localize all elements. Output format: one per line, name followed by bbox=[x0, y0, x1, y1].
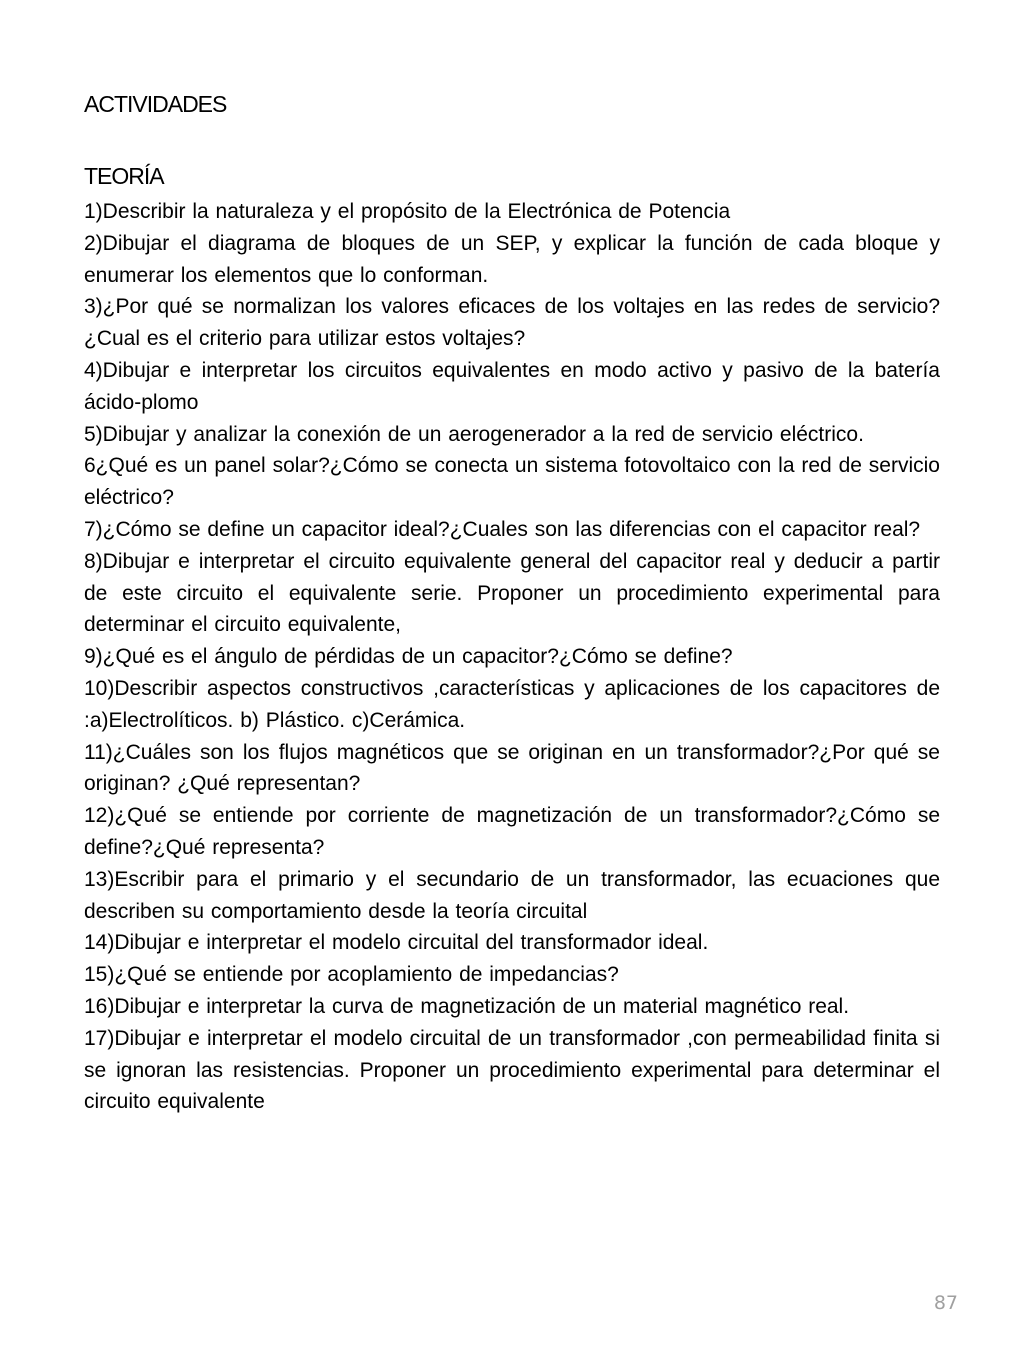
activity-list bbox=[84, 196, 940, 1118]
activity-item: 11)¿Cuáles son los flujos magnéticos que se originan en un transformador?¿Por qué se originan? ¿Qué representan? bbox=[84, 740, 940, 796]
activity-item: 9)¿Qué es el ángulo de pérdidas de un capacitor?¿Cómo se define? bbox=[84, 645, 733, 669]
activity-item: 13)Escribir para el primario y el secundario de un transformador, las ecuaciones que describen su comportamiento desde la teoría circuital bbox=[84, 867, 940, 923]
activity-item: 6¿Qué es un panel solar?¿Cómo se conecta un sistema fotovoltaico con la red de servicio eléctrico? bbox=[84, 454, 940, 510]
activity-item: 5)Dibujar y analizar la conexión de un aerogenerador a la red de servicio eléctrico. bbox=[84, 422, 864, 446]
section-heading: TEORÍA bbox=[84, 163, 164, 189]
activity-item: 12)¿Qué se entiende por corriente de magnetización de un transformador?¿Cómo se define?¿Qué representa? bbox=[84, 804, 940, 859]
activity-item: 1)Describir la naturaleza y el propósito de la Electrónica de Potencia bbox=[84, 200, 731, 223]
activity-item: 16)Dibujar e interpretar la curva de magnetización de un material magnético real. bbox=[84, 994, 850, 1018]
document-title: ACTIVIDADES bbox=[84, 91, 227, 117]
document-page bbox=[84, 84, 940, 1118]
activity-item: 3)¿Por qué se normalizan los valores eficaces de los voltajes en las redes de servicio?¿Cual es el criterio para utilizar estos voltajes? bbox=[84, 295, 940, 351]
activity-item: 8)Dibujar e interpretar el circuito equivalente general del capacitor real y deducir a partir de este circuito el equivalente serie. Proponer un procedimiento experimental para determinar el circuito equivalente, bbox=[84, 549, 940, 637]
activity-item: 2)Dibujar el diagrama de bloques de un SEP, y explicar la función de cada bloque y enumerar los elementos que lo conforman. bbox=[84, 231, 940, 287]
activity-item: 17)Dibujar e interpretar el modelo circuital de un transformador ,con permeabilidad finita si se ignoran las resistencias. Proponer un procedimiento experimental para determinar el circuito equivalente bbox=[84, 1026, 940, 1114]
activity-item: 10)Describir aspectos constructivos ,características y aplicaciones de los capacitores de :a)Electrolíticos. b) Plástico. c)Cerámica. bbox=[84, 676, 940, 732]
activity-item: 4)Dibujar e interpretar los circuitos equivalentes en modo activo y pasivo de la batería ácido-plomo bbox=[84, 358, 940, 414]
activity-item: 7)¿Cómo se define un capacitor ideal?¿Cuales son las diferencias con el capacitor real? bbox=[84, 517, 921, 541]
activity-item: 15)¿Qué se entiende por acoplamiento de impedancias? bbox=[84, 963, 619, 987]
page-number: 87 bbox=[933, 1292, 958, 1314]
activity-item: 14)Dibujar e interpretar el modelo circuital del transformador ideal. bbox=[84, 931, 709, 955]
